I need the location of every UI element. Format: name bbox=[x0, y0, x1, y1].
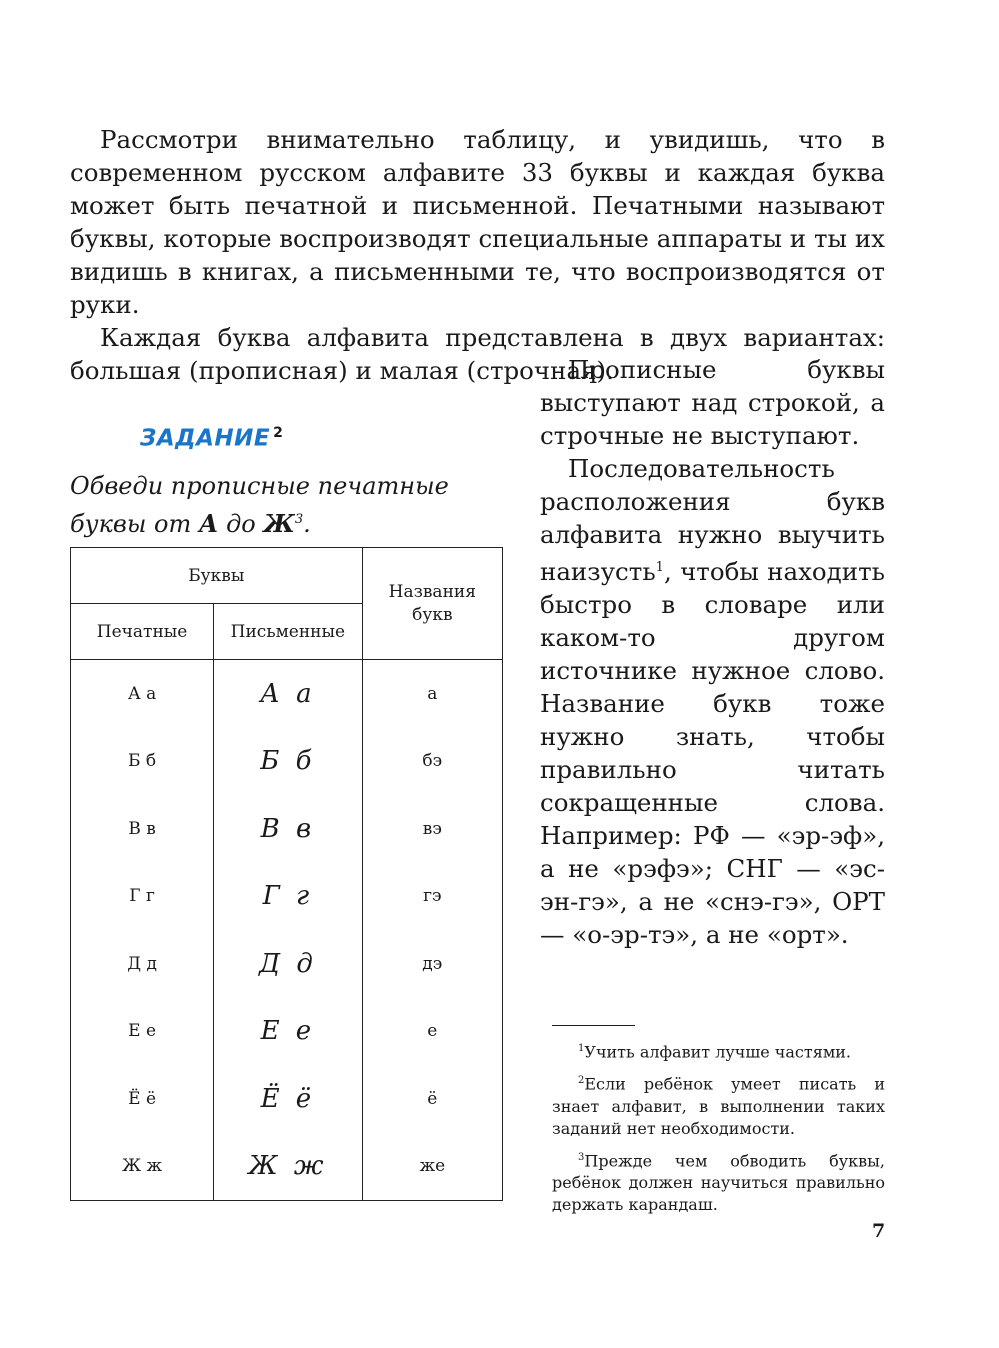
task-text-part: Обведи прописные печатные буквы от bbox=[70, 472, 449, 538]
intro-paragraph-2: Каждая буква алфавита представлена в двух вариантах: большая (прописная) и малая (строчная). bbox=[70, 323, 885, 385]
task-heading bbox=[140, 425, 283, 452]
right-paragraph-2-part: Последовательность расположения букв алфавита нужно выучить наизусть bbox=[540, 454, 885, 587]
table-row bbox=[71, 1133, 503, 1201]
footnote-number: 2 bbox=[578, 1075, 585, 1087]
table-row bbox=[71, 930, 503, 998]
written-letter: Е е bbox=[214, 998, 362, 1066]
task-footnote-ref: 3 bbox=[294, 512, 304, 527]
written-letter: Б б bbox=[214, 728, 362, 796]
footnote bbox=[552, 1147, 885, 1216]
letter-name: вэ bbox=[362, 795, 502, 863]
letter-name: дэ bbox=[362, 930, 502, 998]
letter-name: бэ bbox=[362, 728, 502, 796]
header-printed: Печатные bbox=[71, 604, 214, 660]
written-letter: Ж ж bbox=[214, 1133, 362, 1201]
task-heading-label: ЗАДАНИЕ bbox=[140, 425, 271, 452]
right-footnote-ref: 1 bbox=[655, 560, 664, 575]
table-row bbox=[71, 728, 503, 796]
right-paragraph-2 bbox=[540, 452, 885, 951]
table-row bbox=[71, 863, 503, 931]
letter-name: же bbox=[362, 1133, 502, 1201]
printed-letter: В в bbox=[71, 795, 214, 863]
header-letter-names bbox=[362, 548, 502, 660]
written-letter: В в bbox=[214, 795, 362, 863]
letter-name: а bbox=[362, 660, 502, 728]
letter-name: ё bbox=[362, 1065, 502, 1133]
right-paragraph-2-part: , чтобы находить быстро в словаре или каком-то другом источнике нужное слово. Название букв тоже нужно знать, чтобы правильно читать сокращенные слова. Например: РФ — «эр-эф», а не «рэфэ»; СНГ — «эс-эн-гэ», а не «снэ-гэ», ОРТ — «о-эр-тэ», а не «орт». bbox=[540, 557, 885, 950]
letter-name: е bbox=[362, 998, 502, 1066]
page-number: 7 bbox=[872, 1220, 886, 1242]
footnote-text: Учить алфавит лучше частями. bbox=[584, 1042, 852, 1062]
written-letter: А а bbox=[214, 660, 362, 728]
footnote bbox=[552, 1070, 885, 1139]
task-instruction bbox=[70, 470, 510, 541]
footnote-text: Если ребёнок умеет писать и знает алфавит, в выполнении таких заданий нет необходимости. bbox=[552, 1074, 885, 1138]
letter-name: гэ bbox=[362, 863, 502, 931]
intro-paragraph-1: Рассмотри внимательно таблицу, и увидишь, что в современном русском алфавите 33 буквы и каждая буква может быть печатной и письменной. Печатными называют буквы, которые воспроизводят специальные аппараты и ты их видишь в книгах, а письменными те, что воспроизводятся от руки. bbox=[70, 125, 885, 319]
task-letter-from: А bbox=[198, 509, 219, 538]
right-paragraph-1: Прописные буквы выступают над строкой, а строчные не выступают. bbox=[540, 355, 885, 450]
footnote-number: 3 bbox=[578, 1151, 585, 1163]
table-row bbox=[71, 1065, 503, 1133]
written-letter: Г г bbox=[214, 863, 362, 931]
written-letter: Д д bbox=[214, 930, 362, 998]
header-letters: Буквы bbox=[71, 548, 363, 604]
task-heading-footnote-ref: 2 bbox=[273, 425, 284, 441]
header-letter-names-label: Названия букв bbox=[388, 581, 476, 625]
printed-letter: Б б bbox=[71, 728, 214, 796]
footnotes bbox=[552, 1038, 885, 1223]
footnote-text: Прежде чем обводить буквы, ребёнок должен научиться правильно держать карандаш. bbox=[552, 1150, 885, 1214]
printed-letter: Г г bbox=[71, 863, 214, 931]
header-written: Письменные bbox=[214, 604, 362, 660]
table-row bbox=[71, 660, 503, 728]
table-row bbox=[71, 795, 503, 863]
printed-letter: Д д bbox=[71, 930, 214, 998]
alphabet-table bbox=[70, 547, 503, 1201]
task-letter-to: Ж bbox=[263, 509, 295, 538]
footnote-number: 1 bbox=[578, 1043, 585, 1054]
footnote-divider bbox=[552, 1025, 635, 1026]
footnote bbox=[552, 1038, 885, 1063]
task-text-part: . bbox=[303, 510, 311, 538]
written-letter: Ё ё bbox=[214, 1065, 362, 1133]
task-text-part: до bbox=[218, 510, 264, 538]
printed-letter: Е е bbox=[71, 998, 214, 1066]
intro-text bbox=[70, 123, 885, 387]
printed-letter: А а bbox=[71, 660, 214, 728]
right-column-text bbox=[540, 353, 885, 951]
table-row bbox=[71, 998, 503, 1066]
printed-letter: Ж ж bbox=[71, 1133, 214, 1201]
printed-letter: Ё ё bbox=[71, 1065, 214, 1133]
